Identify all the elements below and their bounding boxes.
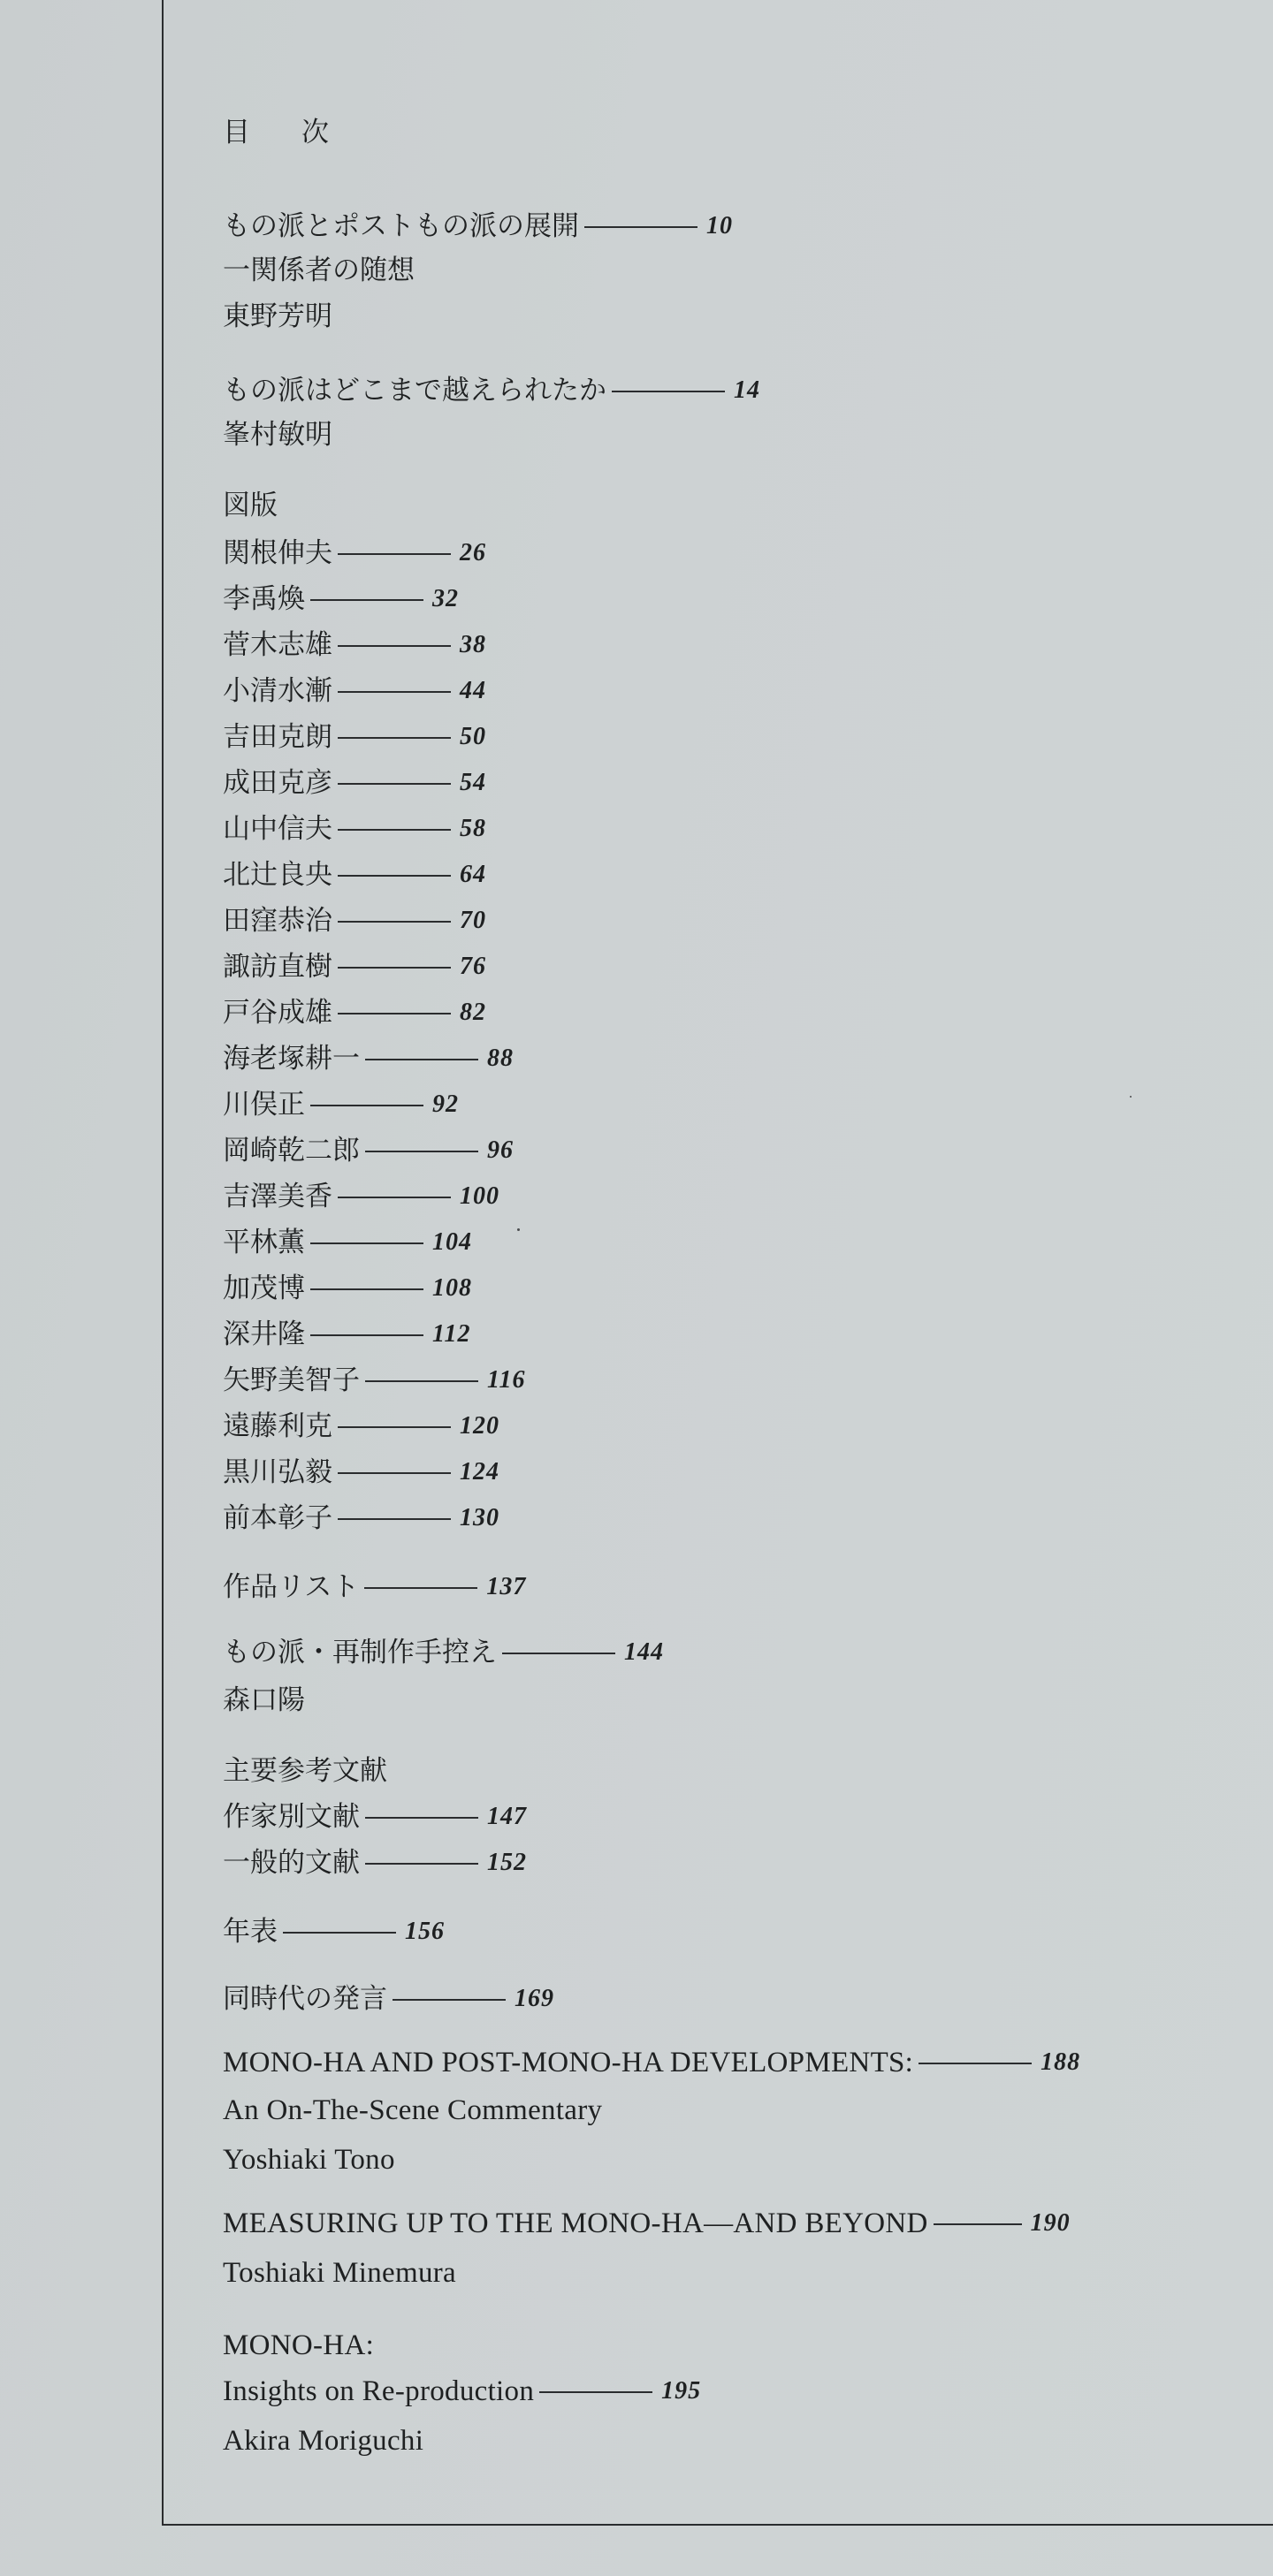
leader-line — [338, 1472, 451, 1474]
toc-entry[interactable] — [223, 373, 760, 408]
artist-entry[interactable] — [223, 1133, 514, 1168]
page-number: 76 — [460, 953, 486, 980]
toc-entry-bibliography[interactable] — [223, 1845, 527, 1881]
artist-name: 岡崎乾二郎 — [223, 1135, 360, 1166]
margin-rule-vertical — [162, 0, 164, 2526]
leader-line — [338, 829, 451, 831]
leader-line — [612, 391, 725, 392]
entry-subtitle: An On-The-Scene Commentary — [223, 2094, 603, 2126]
page-number: 32 — [432, 585, 459, 612]
artist-name: 矢野美智子 — [223, 1364, 360, 1396]
entry-author: 東野芳明 — [223, 300, 332, 332]
page-number: 147 — [487, 1803, 527, 1830]
page-number: 58 — [460, 815, 486, 842]
artist-entry[interactable] — [223, 673, 486, 709]
page-number: 44 — [460, 677, 486, 704]
artist-entry[interactable] — [223, 1501, 499, 1536]
artist-entry[interactable] — [223, 1363, 525, 1398]
section-heading: 主要参考文献 — [223, 1755, 387, 1787]
artist-entry[interactable] — [223, 903, 486, 938]
leader-line — [338, 1197, 451, 1198]
leader-line — [338, 967, 451, 969]
artist-name: 関根伸夫 — [223, 537, 332, 569]
page-number: 190 — [1030, 2209, 1071, 2237]
paper-speck — [1130, 1096, 1132, 1098]
toc-entry-bibliography[interactable] — [223, 1799, 527, 1835]
entry-author: 森口陽 — [223, 1684, 305, 1716]
page-number: 14 — [734, 376, 760, 404]
page-number: 116 — [487, 1366, 526, 1394]
page-number: 130 — [460, 1504, 499, 1531]
page-number: 38 — [460, 631, 486, 658]
leader-line — [584, 226, 697, 228]
leader-line — [338, 1426, 451, 1428]
page-number: 108 — [432, 1274, 472, 1302]
leader-line — [310, 1288, 423, 1290]
page-number: 64 — [460, 861, 486, 888]
artist-name: 北辻良央 — [223, 859, 332, 891]
page-number: 10 — [706, 212, 733, 239]
leader-line — [365, 1059, 478, 1060]
page-number: 156 — [405, 1918, 445, 1945]
artist-entry[interactable] — [223, 1271, 472, 1306]
leader-line — [919, 2063, 1032, 2064]
toc-entry-chronology[interactable] — [223, 1914, 445, 1949]
page-number: 112 — [432, 1320, 471, 1348]
leader-line — [310, 1334, 423, 1336]
leader-line — [338, 737, 451, 739]
margin-rule-horizontal — [162, 2524, 1273, 2526]
page-number: 188 — [1041, 2048, 1081, 2076]
artist-name: 山中信夫 — [223, 813, 332, 845]
artist-entry[interactable] — [223, 949, 486, 984]
toc-heading: 目次 — [223, 117, 380, 148]
artist-entry[interactable] — [223, 536, 486, 571]
page-number: 70 — [460, 907, 486, 934]
entry-subtitle: 一関係者の随想 — [223, 255, 415, 286]
leader-line — [365, 1380, 478, 1382]
artist-name: 菅木志雄 — [223, 629, 332, 661]
artist-name: 海老塚耕一 — [223, 1043, 360, 1075]
artist-entry[interactable] — [223, 1225, 472, 1260]
artist-entry[interactable] — [223, 1041, 514, 1076]
artist-name: 黒川弘毅 — [223, 1456, 332, 1488]
artist-name: 小清水漸 — [223, 675, 332, 707]
leader-line — [338, 921, 451, 923]
entry-title: もの派はどこまで越えられたか — [223, 375, 606, 407]
artist-name: 深井隆 — [223, 1318, 305, 1350]
toc-entry[interactable] — [223, 209, 733, 244]
leader-line — [338, 783, 451, 785]
leader-line — [365, 1151, 478, 1152]
leader-line — [393, 1999, 506, 2001]
artist-entry[interactable] — [223, 765, 486, 801]
toc-entry-english[interactable] — [223, 2206, 1071, 2241]
entry-title: 作家別文献 — [223, 1801, 360, 1833]
leader-line — [539, 2391, 652, 2393]
artist-name: 吉田克朗 — [223, 721, 332, 753]
leader-line — [338, 1013, 451, 1014]
toc-entry-english[interactable] — [223, 2374, 701, 2409]
artist-name: 平林薫 — [223, 1227, 305, 1258]
artist-entry[interactable] — [223, 1179, 499, 1214]
entry-subtitle: Insights on Re-production — [223, 2375, 535, 2407]
entry-title: 作品リスト — [223, 1571, 360, 1603]
toc-entry-english[interactable] — [223, 2045, 1080, 2080]
entry-author: Akira Moriguchi — [223, 2425, 424, 2457]
entry-title: 一般的文献 — [223, 1847, 360, 1879]
entry-title: もの派・再制作手控え — [223, 1637, 497, 1668]
artist-name: 遠藤利克 — [223, 1410, 332, 1442]
paper-speck — [517, 1228, 520, 1231]
artist-name: 加茂博 — [223, 1273, 305, 1304]
leader-line — [338, 645, 451, 647]
entry-author: Yoshiaki Tono — [223, 2144, 395, 2176]
toc-entry-statements[interactable] — [223, 1981, 554, 2017]
page-number: 124 — [460, 1458, 499, 1486]
leader-line — [338, 691, 451, 693]
artist-entry[interactable] — [223, 1087, 459, 1122]
section-heading: 図版 — [223, 490, 278, 521]
artist-name: 川俣正 — [223, 1089, 305, 1121]
page-number: 169 — [515, 1985, 554, 2012]
artist-entry[interactable] — [223, 627, 486, 663]
page-number: 104 — [432, 1228, 472, 1256]
entry-author: 峯村敏明 — [223, 419, 332, 451]
artist-entry[interactable] — [223, 1455, 499, 1490]
leader-line — [365, 1817, 478, 1819]
artist-entry[interactable] — [223, 995, 486, 1030]
leader-line — [338, 1518, 451, 1520]
leader-line — [338, 553, 451, 555]
artist-entry[interactable] — [223, 719, 486, 755]
page-number: 26 — [460, 539, 486, 566]
leader-line — [310, 1242, 423, 1244]
toc-entry-reproduction[interactable] — [223, 1635, 664, 1670]
page-number: 88 — [487, 1045, 514, 1072]
artist-name: 前本彰子 — [223, 1502, 332, 1534]
artist-name: 諏訪直樹 — [223, 951, 332, 983]
entry-author: Toshiaki Minemura — [223, 2257, 456, 2289]
leader-line — [338, 875, 451, 877]
page-number: 54 — [460, 769, 486, 796]
leader-line — [310, 599, 423, 601]
page-number: 100 — [460, 1182, 499, 1210]
entry-title: 同時代の発言 — [223, 1983, 387, 2015]
entry-title: MONO-HA AND POST-MONO-HA DEVELOPMENTS: — [223, 2047, 914, 2078]
entry-title: MONO-HA: — [223, 2329, 375, 2361]
page-number: 82 — [460, 999, 486, 1026]
leader-line — [365, 1863, 478, 1865]
page-number: 92 — [432, 1090, 459, 1118]
artist-entry[interactable] — [223, 1317, 470, 1352]
leader-line — [310, 1105, 423, 1106]
leader-line — [934, 2223, 1022, 2225]
page-number: 195 — [661, 2377, 702, 2405]
leader-line — [283, 1932, 396, 1934]
page-number: 144 — [624, 1638, 664, 1666]
leader-line — [502, 1653, 615, 1654]
artist-name: 成田克彦 — [223, 767, 332, 799]
artist-entry[interactable] — [223, 1409, 499, 1444]
artist-name: 李禹煥 — [223, 583, 305, 615]
artist-entry[interactable] — [223, 581, 459, 617]
toc-entry-works-list[interactable] — [223, 1569, 526, 1605]
artist-entry[interactable] — [223, 857, 486, 893]
page-number: 152 — [487, 1849, 527, 1876]
page-number: 120 — [460, 1412, 499, 1440]
entry-title: 年表 — [223, 1916, 278, 1948]
artist-name: 戸谷成雄 — [223, 997, 332, 1029]
entry-title: MEASURING UP TO THE MONO-HA—AND BEYOND — [223, 2207, 928, 2239]
page-number: 96 — [487, 1136, 514, 1164]
artist-entry[interactable] — [223, 811, 486, 847]
artist-name: 吉澤美香 — [223, 1181, 332, 1212]
page-number: 50 — [460, 723, 486, 750]
entry-title: もの派とポストもの派の展開 — [223, 210, 579, 242]
artist-name: 田窪恭治 — [223, 905, 332, 937]
page-number: 137 — [486, 1573, 527, 1600]
leader-line — [364, 1587, 477, 1589]
